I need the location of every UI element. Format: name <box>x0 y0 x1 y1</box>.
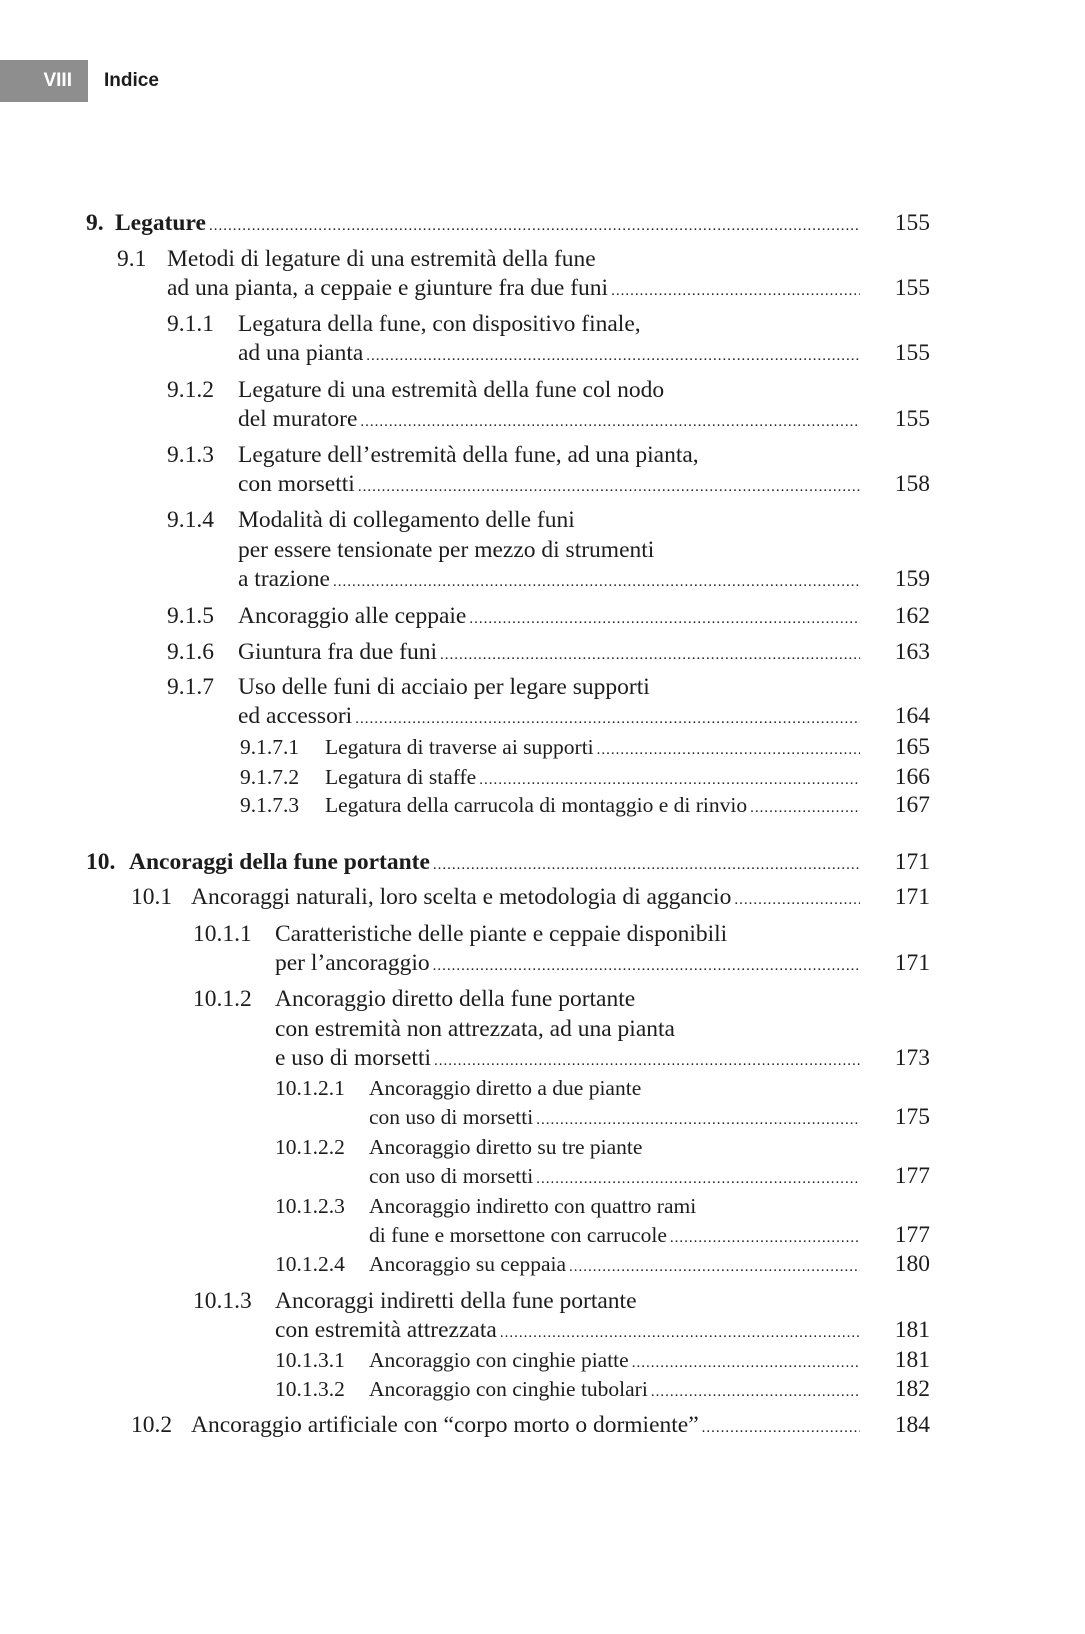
toc-entry-number: 10.1.3.2 <box>275 1377 345 1401</box>
toc-entry <box>167 672 860 702</box>
dot-leader <box>734 882 860 915</box>
toc-entry <box>238 535 860 565</box>
dot-leader <box>440 637 860 670</box>
toc-entry-number: 10.1.3 <box>193 1288 252 1314</box>
toc-entry-number: 10.1.2.4 <box>275 1252 345 1276</box>
toc-page-number: 181 <box>894 1317 930 1343</box>
toc-entry-title: Ancoraggi della fune portante <box>129 849 430 875</box>
toc-entry <box>167 375 860 405</box>
toc-entry <box>238 469 860 499</box>
toc-entry-number: 10.2 <box>131 1412 173 1438</box>
toc-entry-number: 10.1.1 <box>193 921 252 947</box>
toc-entry-title: Legatura di traverse ai supporti <box>325 735 594 759</box>
toc-entry-title: Giuntura fra due funi <box>238 639 438 665</box>
dot-leader <box>355 701 860 734</box>
dot-leader <box>360 404 860 437</box>
toc-entry <box>369 1161 860 1191</box>
toc-entry-title: del muratore <box>238 406 358 432</box>
toc-entry <box>240 762 860 792</box>
toc-entry-title: Ancoraggio con cinghie tubolari <box>369 1377 648 1401</box>
toc-entry-number: 10. <box>86 849 116 875</box>
toc-entry-title: Metodi di legature di una estremità della fune <box>167 246 596 272</box>
toc-page-number: 155 <box>894 340 930 366</box>
toc-entry <box>275 1191 860 1221</box>
toc-entry-title: per l’ancoraggio <box>275 950 430 976</box>
toc-entry-number: 9.1.2 <box>167 377 214 403</box>
toc-entry <box>167 637 860 667</box>
toc-page-number: 158 <box>894 471 930 497</box>
toc-entry-title: Ancoraggio diretto a due piante <box>369 1076 642 1100</box>
toc-entry <box>193 984 860 1014</box>
toc-entry-title: con estremità non attrezzata, ad una pianta <box>275 1016 675 1042</box>
toc-entry <box>275 1249 860 1279</box>
toc-entry <box>117 244 860 274</box>
toc-page-number: 155 <box>894 210 930 236</box>
toc-entry-title: Caratteristiche delle piante e ceppaie disponibili <box>275 921 728 947</box>
toc-page-number: 165 <box>894 734 930 760</box>
toc-entry <box>369 1220 860 1250</box>
toc-entry-title: Legatura della fune, con dispositivo finale, <box>238 311 641 337</box>
toc-entry-title: Legature <box>115 210 206 236</box>
toc-entry-number: 9.1.1 <box>167 311 214 337</box>
toc-page-number: 159 <box>894 566 930 592</box>
toc-page-number: 181 <box>894 1347 930 1373</box>
toc-page-number: 163 <box>894 639 930 665</box>
toc-entry-title: ad una pianta, a ceppaie e giunture fra due funi <box>167 275 609 301</box>
toc-entry-number: 10.1.2.3 <box>275 1194 345 1218</box>
toc-entry <box>275 1014 860 1044</box>
toc-entry-number: 10.1 <box>131 884 173 910</box>
toc-entry <box>240 790 860 820</box>
dot-leader <box>611 273 860 306</box>
toc-entry-number: 9.1.7.2 <box>240 765 300 789</box>
toc-page-number: 171 <box>894 950 930 976</box>
toc-entry-number: 9.1 <box>117 246 147 272</box>
toc-entry <box>86 208 860 238</box>
page-number: VIII <box>43 70 72 91</box>
toc-entry <box>86 847 860 877</box>
toc-entry-number: 9.1.7 <box>167 674 214 700</box>
toc-entry-title: Legature dell’estremità della fune, ad una pianta, <box>238 442 699 468</box>
toc-entry <box>131 1410 860 1440</box>
dot-leader <box>597 732 860 765</box>
toc-entry-number: 9.1.7.3 <box>240 793 300 817</box>
toc-entry <box>275 948 860 978</box>
toc-entry <box>238 564 860 594</box>
toc-entry-number: 9.1.5 <box>167 603 214 629</box>
toc-entry-title: Ancoraggi indiretti della fune portante <box>275 1288 637 1314</box>
toc-page-number: 171 <box>894 849 930 875</box>
toc-entry-title: Ancoraggi naturali, loro scelta e metodologia di aggancio <box>191 884 732 910</box>
toc-page-number: 182 <box>894 1376 930 1402</box>
toc-entry <box>275 1132 860 1162</box>
toc-entry-title: Modalità di collegamento delle funi <box>238 507 575 533</box>
toc-entry-title: Ancoraggio con cinghie piatte <box>369 1348 629 1372</box>
toc-entry-number: 10.1.2.1 <box>275 1076 345 1100</box>
toc-entry-number: 9.1.6 <box>167 639 214 665</box>
dot-leader <box>434 1043 860 1076</box>
toc-page-number: 177 <box>894 1222 930 1248</box>
toc-entry <box>275 1315 860 1345</box>
dot-leader <box>209 208 860 241</box>
toc-entry <box>238 701 860 731</box>
toc-entry-title: con uso di morsetti <box>369 1164 534 1188</box>
toc-entry-number: 10.1.3.1 <box>275 1348 345 1372</box>
dot-leader <box>536 1102 860 1135</box>
toc-entry-title: Uso delle funi di acciaio per legare supporti <box>238 674 650 700</box>
toc-entry-title: con estremità attrezzata <box>275 1317 497 1343</box>
toc-page-number: 175 <box>894 1104 930 1130</box>
dot-leader <box>536 1161 860 1194</box>
toc-entry-title: con uso di morsetti <box>369 1105 534 1129</box>
toc-entry <box>238 338 860 368</box>
toc-entry-number: 9.1.3 <box>167 442 214 468</box>
toc-entry-title: ed accessori <box>238 703 353 729</box>
toc-entry-title: Ancoraggio diretto della fune portante <box>275 986 636 1012</box>
toc-entry <box>275 1073 860 1103</box>
toc-page-number: 171 <box>894 884 930 910</box>
dot-leader <box>358 469 860 502</box>
toc-entry <box>167 309 860 339</box>
toc-page-number: 177 <box>894 1163 930 1189</box>
toc-entry <box>275 1374 860 1404</box>
dot-leader <box>702 1410 860 1443</box>
toc-entry-number: 9.1.4 <box>167 507 214 533</box>
toc-entry <box>167 505 860 535</box>
toc-page-number: 155 <box>894 275 930 301</box>
toc-entry-number: 9. <box>86 210 104 236</box>
page-number-tab <box>0 60 88 102</box>
toc-entry <box>167 440 860 470</box>
toc-page-number: 162 <box>894 603 930 629</box>
toc-entry <box>193 919 860 949</box>
dot-leader <box>651 1374 860 1407</box>
dot-leader <box>500 1315 860 1348</box>
toc-entry <box>131 882 860 912</box>
toc-entry-title: Ancoraggio artificiale con “corpo morto o dormiente” <box>191 1412 699 1438</box>
toc-entry <box>167 273 860 303</box>
toc-entry <box>240 732 860 762</box>
toc-entry <box>275 1043 860 1073</box>
toc-page-number: 173 <box>894 1045 930 1071</box>
toc-page-number: 166 <box>894 764 930 790</box>
toc-entry-title: con morsetti <box>238 471 355 497</box>
toc-page-number: 167 <box>894 792 930 818</box>
toc-entry <box>193 1286 860 1316</box>
toc-entry <box>238 404 860 434</box>
toc-entry-number: 10.1.2 <box>193 986 252 1012</box>
dot-leader <box>333 564 860 597</box>
toc-page-number: 155 <box>894 406 930 432</box>
toc-entry-title: Legatura della carrucola di montaggio e di rinvio <box>325 793 748 817</box>
toc-entry-title: Ancoraggio su ceppaia <box>369 1252 567 1276</box>
toc-entry-title: e uso di morsetti <box>275 1045 431 1071</box>
dot-leader <box>750 790 860 823</box>
toc-entry-number: 10.1.2.2 <box>275 1135 345 1159</box>
toc-entry-title: Legatura di staffe <box>325 765 477 789</box>
running-header: Indice <box>104 70 159 91</box>
dot-leader <box>366 338 860 371</box>
toc-page-number: 180 <box>894 1251 930 1277</box>
toc-entry-number: 9.1.7.1 <box>240 735 300 759</box>
dot-leader <box>469 601 860 634</box>
dot-leader <box>433 948 860 981</box>
toc-page-number: 184 <box>894 1412 930 1438</box>
toc-entry-title: Ancoraggio indiretto con quattro rami <box>369 1194 697 1218</box>
toc-entry <box>167 601 860 631</box>
toc-entry-title: Legature di una estremità della fune col nodo <box>238 377 665 403</box>
toc-entry-title: a trazione <box>238 566 330 592</box>
toc-entry-title: per essere tensionate per mezzo di strumenti <box>238 537 655 563</box>
toc-entry-title: Ancoraggio alle ceppaie <box>238 603 467 629</box>
dot-leader <box>569 1249 860 1282</box>
toc-entry-title: Ancoraggio diretto su tre piante <box>369 1135 643 1159</box>
toc-entry <box>275 1345 860 1375</box>
dot-leader <box>433 847 860 880</box>
toc-entry-title: di fune e morsettone con carrucole <box>369 1223 667 1247</box>
toc-page-number: 164 <box>894 703 930 729</box>
toc-entry <box>369 1102 860 1132</box>
toc-entry-title: ad una pianta <box>238 340 364 366</box>
